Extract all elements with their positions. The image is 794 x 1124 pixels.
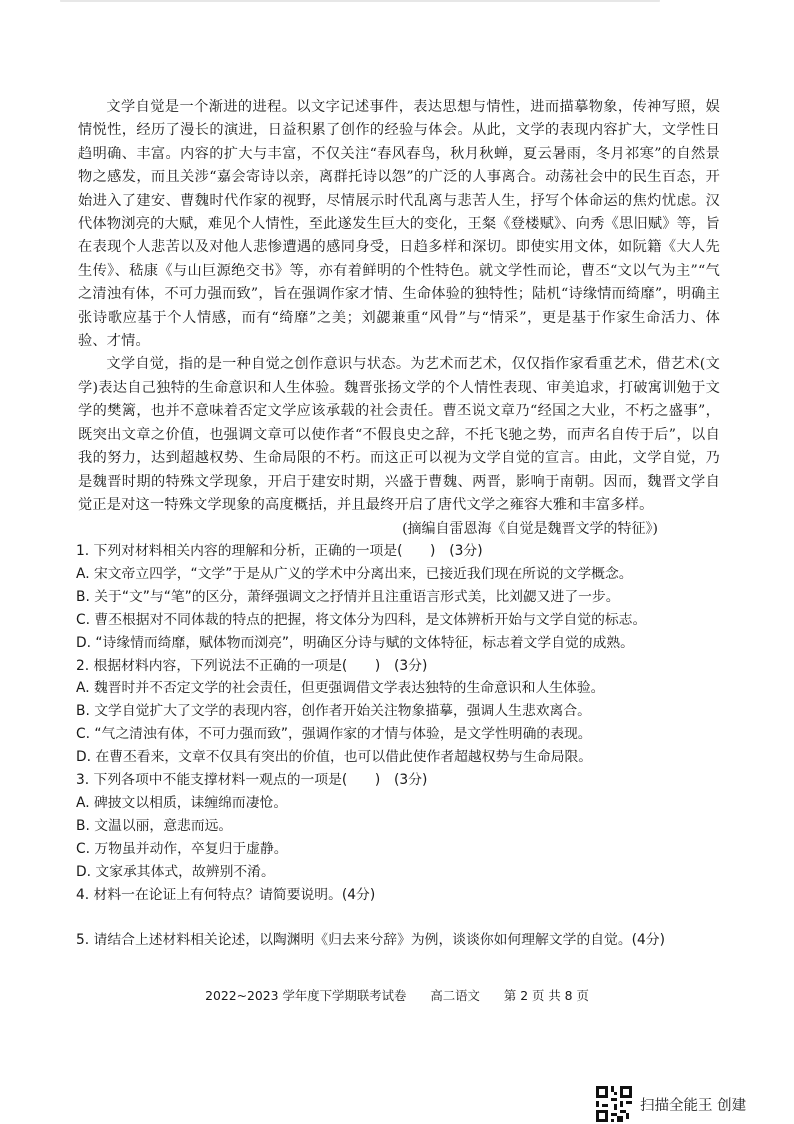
reading-passage [78, 96, 720, 541]
question-3-option-d: D. 文家承其体式，故辨别不淆。 [76, 863, 275, 880]
question-2-stem: 2. 根据材料内容，下列说法不正确的一项是( ) (3分) [76, 657, 428, 674]
scan-edge-shadow [60, 0, 660, 8]
qr-code-icon [596, 1086, 632, 1122]
question-3-option-c: C. 万物虽并动作，卒复归于虚静。 [76, 840, 288, 857]
page-footer [0, 987, 794, 1005]
footer-subject: 高二语文 [430, 988, 480, 1003]
passage-paragraph-2: 文学自觉，指的是一种自觉之创作意识与状态。为艺术而艺术，仅仅指作家看重艺术，借艺术(文学)表达自己独特的生命意识和人生体验。魏晋张扬文学的个人情性表现、审美追求，打破寓训勉于文学的樊篱，也并不意味着否定文学应该承载的社会责任。曹丕说文章乃“经国之大业，不朽之盛事”，既突出文章之价值，也强调文章可以使作者“不假良史之辞，不托飞驰之势，而声名自传于后”，以自我的努力，达到超越权势、生命局限的不朽。而这正可以视为文学自觉的宣言。由此，文学自觉，乃是魏晋时期的特殊文学现象，开启于建安时期，兴盛于曹魏、两晋，影响于南朝。因而，魏晋文学自觉正是对这一特殊文学现象的高度概括，并且最终开启了唐代文学之雍容大雅和丰富多样。 [78, 356, 720, 513]
passage-paragraph-1: 文学自觉是一个渐进的进程。以文字记述事件，表达思想与情性，进而描摹物象，传神写照，娱情悦性，经历了漫长的演进，日益积累了创作的经验与体会。从此，文学的表现内容扩大，文学性日趋明确、丰富。内容的扩大与丰富，不仅关注“春风春鸟，秋月秋蝉，夏云暑雨，冬月祁寒”的自然景物之感发，而且关涉“嘉会寄诗以亲，离群托诗以怨”的广泛的人事离合。动荡社会中的民生百态，开始进入了建安、曹魏时代作家的视野，尽情展示时代乱离与悲苦人生，抒写个体命运的焦灼忧虑。汉代体物浏亮的大赋，难见个人情性，至此遂发生巨大的变化，王粲《登楼赋》、向秀《思旧赋》等，旨在表现个人悲苦以及对他人悲惨遭遇的感同身受，日趋多样和深切。即使实用文体，如阮籍《大人先生传》、嵇康《与山巨源绝交书》等，亦有着鲜明的个性特色。就文学性而论，曹丕“文以气为主”“气之清浊有体，不可力强而致”，旨在强调作家才情、生命体验的独特性；陆机“诗缘情而绮靡”，明确主张诗歌应基于个人情感，而有“绮靡”之美；刘勰兼重“风骨”与“情采”，更是基于作家生命活力、体验、才情。 [78, 99, 720, 350]
question-4-stem: 4. 材料一在论证上有何特点？请简要说明。(4分) [76, 886, 376, 903]
footer-exam-title: 2022~2023 学年度下学期联考试卷 [205, 988, 407, 1003]
passage-source: (摘编自雷恩海《自觉是魏晋文学的特征》) [402, 521, 658, 538]
scanner-watermark [596, 1086, 746, 1122]
question-5-stem: 5. 请结合上述材料相关论述，以陶渊明《归去来兮辞》为例，谈谈你如何理解文学的自觉。(4分) [76, 932, 665, 948]
question-1-option-c: C. 曹丕根据对不同体裁的特点的把握，将文体分为四科，是文体辨析开始与文学自觉的标志。 [76, 611, 647, 628]
question-2-option-c: C. “气之清浊有体，不可力强而致”，强调作家的才情与体验，是文学性明确的表现。 [76, 726, 592, 743]
question-1-option-a: A. 宋文帝立四学，“文学”于是从广义的学术中分离出来，已接近我们现在所说的文学概念。 [76, 565, 633, 582]
question-list [76, 540, 726, 907]
watermark-text: 扫描全能王 创建 [640, 1097, 747, 1114]
footer-page-number: 第 2 页 共 8 页 [503, 988, 589, 1003]
question-1-option-d: D. “诗缘情而绮靡，赋体物而浏亮”，明确区分诗与赋的文体特征，标志着文学自觉的成熟。 [76, 634, 634, 651]
question-3-option-a: A. 碑披文以相质，诔缠绵而凄怆。 [76, 794, 288, 811]
question-3-option-b: B. 文温以丽，意悲而远。 [76, 817, 233, 834]
question-1-stem: 1. 下列对材料相关内容的理解和分析，正确的一项是( ) (3分) [76, 543, 483, 559]
question-2-option-b: B. 文学自觉扩大了文学的表现内容，创作者开始关注物象描摹，强调人生悲欢离合。 [76, 703, 591, 720]
question-3-stem: 3. 下列各项中不能支撑材料一观点的一项是( ) (3分) [76, 772, 428, 789]
question-2-option-d: D. 在曹丕看来，文章不仅具有突出的价值，也可以借此使作者超越权势与生命局限。 [76, 749, 593, 766]
question-2-option-a: A. 魏晋时并不否定文学的社会责任，但更强调借文学表达独特的生命意识和人生体验。 [76, 680, 605, 697]
question-1-option-b: B. 关于“文”与“笔”的区分，萧绎强调文之抒情并且注重语言形式美，比刘勰又进了一步。 [76, 588, 620, 605]
